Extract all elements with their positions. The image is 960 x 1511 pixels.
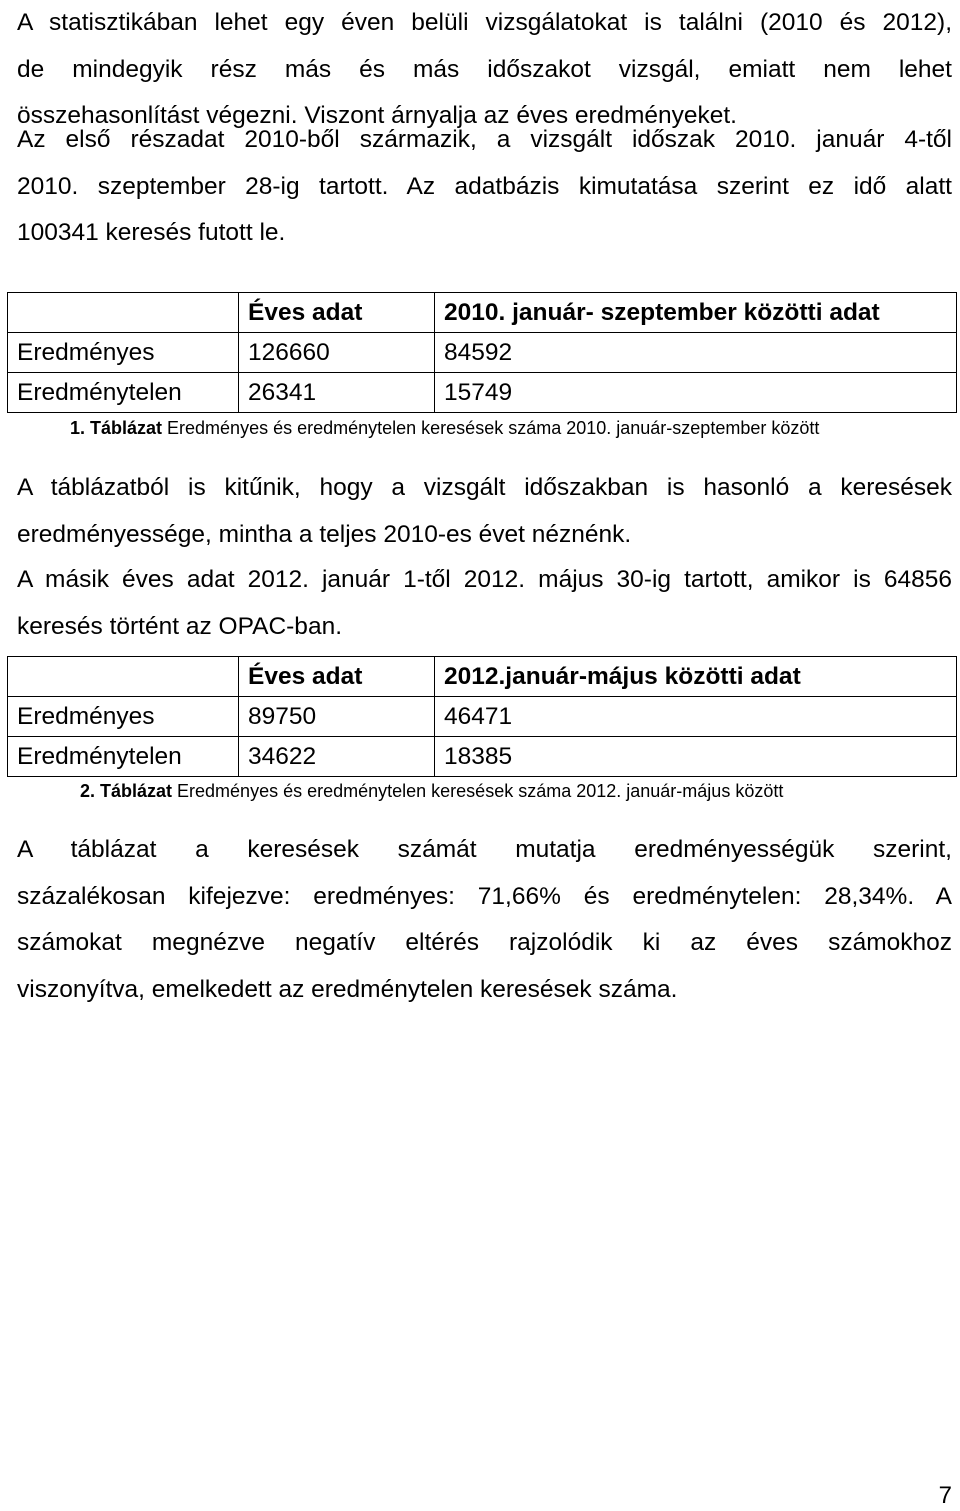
table-cell: 34622 xyxy=(239,737,435,777)
table-cell: 84592 xyxy=(435,333,957,373)
table-caption-text: Eredményes és eredménytelen keresések száma 2012. január-május között xyxy=(172,781,784,801)
paragraph-line: 100341 keresés futott le. xyxy=(17,219,286,246)
paragraph-line: A táblázat a keresések számát mutatja eredményességük szerint, xyxy=(17,836,952,863)
paragraph-line: Az első részadat 2010-ből származik, a vizsgált időszak 2010. január 4-től xyxy=(17,126,952,153)
table-cell: 126660 xyxy=(239,333,435,373)
page-number: 7 xyxy=(938,1482,952,1509)
table-2010 xyxy=(7,292,957,413)
table-caption-label: 1. Táblázat xyxy=(70,418,163,438)
table-header-cell: Éves adat xyxy=(239,657,435,697)
table-header-cell xyxy=(8,657,239,697)
paragraph-line: összehasonlítást végezni. Viszont árnyalja az éves eredményeket. xyxy=(17,102,737,129)
table-caption-label: 2. Táblázat xyxy=(80,781,173,801)
table-row xyxy=(8,373,957,413)
table-caption xyxy=(70,418,819,439)
paragraph-line: eredményessége, mintha a teljes 2010-es évet néznénk. xyxy=(17,520,632,548)
paragraph-line: százalékosan kifejezve: eredményes: 71,66% és eredménytelen: 28,34%. A xyxy=(17,882,952,910)
table-cell: Eredményes xyxy=(8,333,239,373)
table-cell: 18385 xyxy=(435,737,957,777)
paragraph-line: számokat megnézve negatív eltérés rajzolódik ki az éves számokhoz xyxy=(17,929,952,956)
paragraph-line: viszonyítva, emelkedett az eredménytelen keresések száma. xyxy=(17,975,678,1003)
table-caption xyxy=(80,781,783,802)
table-row xyxy=(8,333,957,373)
table-cell: Eredménytelen xyxy=(8,373,239,413)
paragraph-line: A táblázatból is kitűnik, hogy a vizsgált időszakban is hasonló a keresések xyxy=(17,474,952,501)
paragraph-line: 2010. szeptember 28-ig tartott. Az adatbázis kimutatása szerint ez idő alatt xyxy=(17,172,952,200)
table-row xyxy=(8,697,957,737)
table-header-row xyxy=(8,657,957,697)
paragraph-2012-data xyxy=(17,557,952,650)
paragraph-line: A statisztikában lehet egy éven belüli vizsgálatokat is találni (2010 és 2012), xyxy=(17,9,952,36)
table-cell: Eredményes xyxy=(8,697,239,737)
table-header-cell: 2012.január-május közötti adat xyxy=(435,657,957,697)
table-cell: Eredménytelen xyxy=(8,737,239,777)
table-row xyxy=(8,737,957,777)
table-caption-text: Eredményes és eredménytelen keresések száma 2010. január-szeptember között xyxy=(162,418,820,438)
table-cell: 46471 xyxy=(435,697,957,737)
table-header-cell: 2010. január- szeptember közötti adat xyxy=(435,293,957,333)
table-header-cell: Éves adat xyxy=(239,293,435,333)
paragraph-table-comment xyxy=(17,465,952,558)
paragraph-line: de mindegyik rész más és más időszakot vizsgál, emiatt nem lehet xyxy=(17,55,952,83)
paragraph-line: keresés történt az OPAC-ban. xyxy=(17,612,342,640)
table-header-row xyxy=(8,293,957,333)
table-cell: 89750 xyxy=(239,697,435,737)
paragraph-2010-data xyxy=(17,117,952,257)
table-header-cell xyxy=(8,293,239,333)
table-cell: 26341 xyxy=(239,373,435,413)
table-cell: 15749 xyxy=(435,373,957,413)
table-2012 xyxy=(7,656,957,777)
paragraph-percentages xyxy=(17,827,952,1013)
paragraph-line: A másik éves adat 2012. január 1-től 2012. május 30-ig tartott, amikor is 64856 xyxy=(17,566,952,593)
